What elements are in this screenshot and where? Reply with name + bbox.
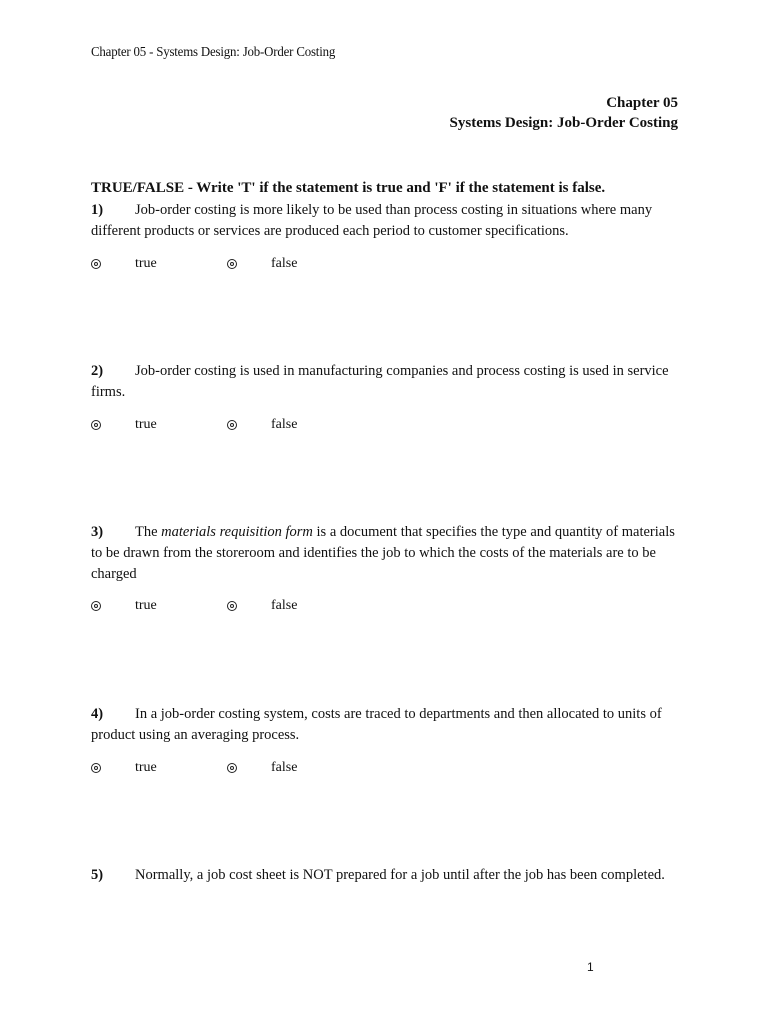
- question-number: 1): [91, 202, 104, 218]
- option-label: true: [135, 256, 157, 271]
- question-text: Job-order costing is more likely to be used than process costing in situations where many different products or services are produced each period to customer specifications.: [91, 202, 653, 239]
- chapter-title: Systems Design: Job-Order Costing: [449, 115, 678, 131]
- question-text: Job-order costing is used in manufacturing companies and process costing is used in service firms.: [91, 363, 669, 400]
- question-number: 4): [91, 706, 104, 722]
- question-1: [91, 200, 681, 242]
- question-emphasis: materials requisition form: [161, 524, 313, 540]
- radio-icon[interactable]: [91, 259, 101, 269]
- radio-icon[interactable]: [227, 420, 237, 430]
- question-text: In a job-order costing system, costs are traced to departments and then allocated to units of product using an averaging process.: [91, 706, 662, 743]
- question-text: Normally, a job cost sheet is NOT prepared for a job until after the job has been completed.: [135, 867, 665, 883]
- question-number: 5): [91, 867, 104, 883]
- option-label: false: [271, 417, 298, 432]
- question-4: [91, 704, 681, 746]
- running-header: Chapter 05 - Systems Design: Job-Order Costing: [91, 45, 336, 60]
- question-text-after: is a document that specifies the type and quantity of materials to be drawn from the storeroom and identifies the job to which the costs of the materials are to be charged: [91, 524, 675, 582]
- question-number: 2): [91, 363, 104, 379]
- option-label: true: [135, 760, 157, 775]
- question-number: 3): [91, 524, 104, 540]
- chapter-number: Chapter 05: [606, 95, 678, 111]
- chapter-heading: [450, 93, 678, 133]
- option-label: false: [271, 598, 298, 613]
- question-3: [91, 522, 681, 585]
- radio-icon[interactable]: [227, 259, 237, 269]
- section-instructions: TRUE/FALSE - Write 'T' if the statement is true and 'F' if the statement is false.: [91, 180, 606, 196]
- option-label: true: [135, 598, 157, 613]
- radio-icon[interactable]: [91, 420, 101, 430]
- option-label: false: [271, 760, 298, 775]
- option-label: true: [135, 417, 157, 432]
- question-2: [91, 361, 681, 403]
- radio-icon[interactable]: [227, 763, 237, 773]
- question-5: [91, 865, 681, 886]
- page-number: 1: [587, 960, 594, 974]
- radio-icon[interactable]: [91, 601, 101, 611]
- radio-icon[interactable]: [91, 763, 101, 773]
- question-text-before: The: [135, 524, 162, 540]
- option-label: false: [271, 256, 298, 271]
- question-text: [91, 524, 675, 582]
- radio-icon[interactable]: [227, 601, 237, 611]
